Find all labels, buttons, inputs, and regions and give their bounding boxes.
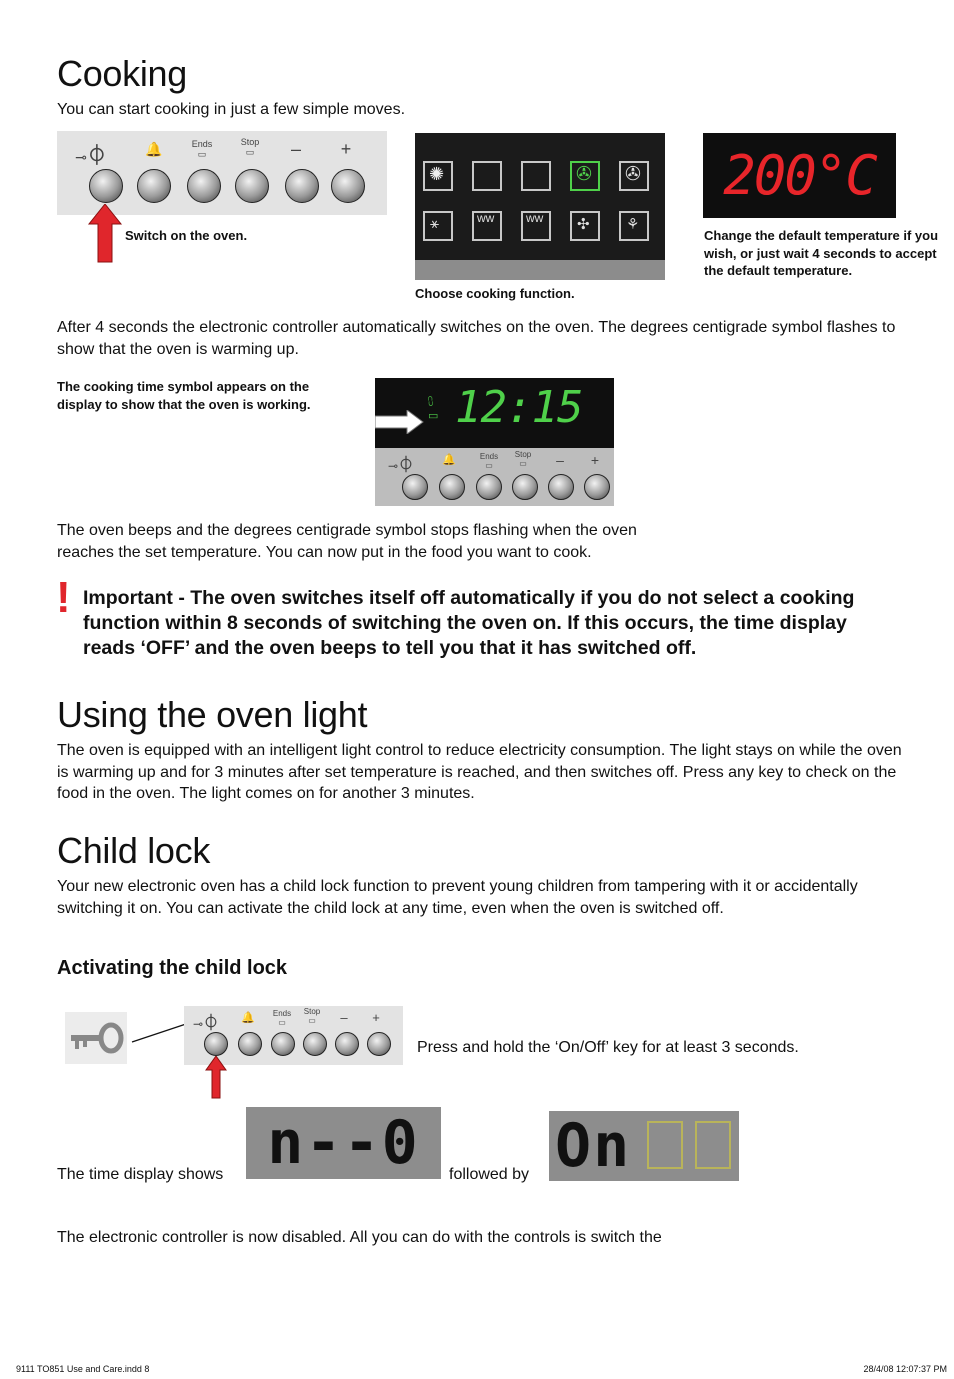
defrost-icon: ⚘ [619, 211, 649, 241]
knob [235, 169, 269, 203]
minus-icon: – [340, 1010, 348, 1025]
end-time-icon: Ends ▭ [191, 139, 213, 159]
time-readout: 12:15 [455, 382, 583, 433]
plus-icon: + [590, 452, 600, 468]
knob [271, 1032, 295, 1056]
knob [548, 474, 574, 500]
fan-forced-icon: ✇ [570, 161, 600, 191]
footer-left: 9111 TO851 Use and Care.indd 8 [16, 1364, 150, 1374]
knob [285, 169, 319, 203]
stop-time-icon: Stop ▭ [303, 1007, 321, 1025]
fan-grill-icon: ✣ [570, 211, 600, 241]
knob [402, 474, 428, 500]
red-arrow-icon [87, 204, 123, 264]
caption-temperature: Change the default temperature if you wish, or just wait 4 seconds to accept the default temperature. [704, 228, 939, 278]
stop-time-icon: Stop ▭ [240, 137, 260, 157]
minus-icon: – [556, 452, 564, 468]
minus-icon: – [290, 139, 301, 159]
knob [137, 169, 171, 203]
plus-icon: + [372, 1010, 380, 1025]
oven-light-heading: Using the oven light [57, 694, 368, 735]
knob [187, 169, 221, 203]
lock-display-readout-2: On [555, 1111, 632, 1181]
key-icon [65, 1012, 127, 1064]
knob [439, 474, 465, 500]
paragraph-after-4s: After 4 seconds the electronic controller automatically switches on the oven. The degrees centigrade symbol flashes to show that the oven is warming up. [57, 319, 896, 358]
footer-right: 28/4/08 12:07:37 PM [863, 1364, 947, 1374]
activating-child-lock-subheading: Activating the child lock [57, 957, 288, 979]
lock-display-image-2 [549, 1111, 739, 1181]
child-lock-heading: Child lock [57, 830, 211, 871]
knob [367, 1032, 391, 1056]
cooking-intro: You can start cooking in just a few simple moves. [57, 101, 406, 118]
red-arrow-icon [205, 1056, 227, 1100]
control-panel-image-2 [375, 448, 614, 506]
time-display-image [375, 378, 614, 448]
control-panel-image [57, 131, 387, 215]
light-icon: ✺ [423, 161, 453, 191]
press-hold-instruction: Press and hold the ‘On/Off’ key for at least 3 seconds. [417, 1039, 799, 1056]
stop-time-icon: Stop ▭ [514, 450, 532, 468]
fan-bake-icon: ⚹ [423, 211, 453, 241]
caption-time-symbol: The cooking time symbol appears on the display to show that the oven is working. [57, 379, 311, 412]
bell-icon: 🔔 [241, 1012, 255, 1024]
important-note: Important - The oven switches itself off automatically if you do not select a cooking function within 8 seconds of switching the oven on. If this occurs, the time display reads ‘OFF’ and the oven beeps to tell you that it has switched off. [83, 587, 855, 659]
bell-icon: 🔔 [145, 141, 163, 157]
end-time-icon: Ends ▭ [272, 1009, 292, 1027]
caption-switch-on: Switch on the oven. [125, 228, 248, 243]
cooking-heading: Cooking [57, 53, 187, 94]
lock-display-image-1 [246, 1107, 441, 1179]
time-display-shows-label: The time display shows [57, 1166, 224, 1183]
knob [331, 169, 365, 203]
on-off-knob [204, 1032, 228, 1056]
grill-icon [521, 161, 551, 191]
knob [303, 1032, 327, 1056]
knob [476, 474, 502, 500]
end-time-icon: Ends ▭ [479, 452, 499, 470]
paragraph-beeps: The oven beeps and the degrees centigrade symbol stops flashing when the oven reaches the set temperature. You can now put in the food you want to cook. [57, 522, 637, 561]
followed-by-label: followed by [449, 1166, 530, 1183]
on-off-knob [89, 169, 123, 203]
knob [335, 1032, 359, 1056]
caption-choose-function: Choose cooking function. [415, 286, 575, 301]
cooking-function-panel-image [415, 133, 665, 280]
temperature-readout: 200°C [723, 144, 876, 207]
bottom-element-icon: ᴡᴡ [521, 211, 551, 241]
unlit-digit [647, 1121, 683, 1169]
bell-icon: 🔔 [442, 454, 456, 466]
white-arrow-icon [375, 410, 425, 434]
plus-icon: + [340, 139, 352, 159]
conventional-icon [472, 161, 502, 191]
top-element-icon: ᴡᴡ [472, 211, 502, 241]
knob [512, 474, 538, 500]
lock-display-readout-1: n--0 [267, 1108, 420, 1178]
oven-light-paragraph: The oven is equipped with an intelligent light control to reduce electricity consumption. The light stays on while the oven is warming up and for 3 minutes after set temperature is reached, and then switches off. Press any key to check on the food in the oven. The light comes on for another 3 minutes. [57, 742, 902, 802]
on-off-key-icon: ⊸⏀ [387, 457, 415, 474]
important-exclamation-icon: ! [56, 573, 71, 622]
unlit-digit [695, 1121, 731, 1169]
child-lock-paragraph: Your new electronic oven has a child lock function to prevent young children from tampering with it or accidentally switching it on. You can activate the child lock at any time, even when the oven is switched off. [57, 878, 858, 917]
knob [238, 1032, 262, 1056]
on-off-key-icon: ⊸⏀ [192, 1015, 220, 1032]
child-lock-closing: The electronic controller is now disabled. All you can do with the controls is switch the [57, 1229, 662, 1246]
knob [584, 474, 610, 500]
fan-icon: ✇ [619, 161, 649, 191]
temperature-display-image [703, 133, 896, 218]
on-off-key-icon: ⊸⏀ [75, 145, 107, 167]
cooking-time-icon: ⩇ ▭ [428, 396, 439, 422]
